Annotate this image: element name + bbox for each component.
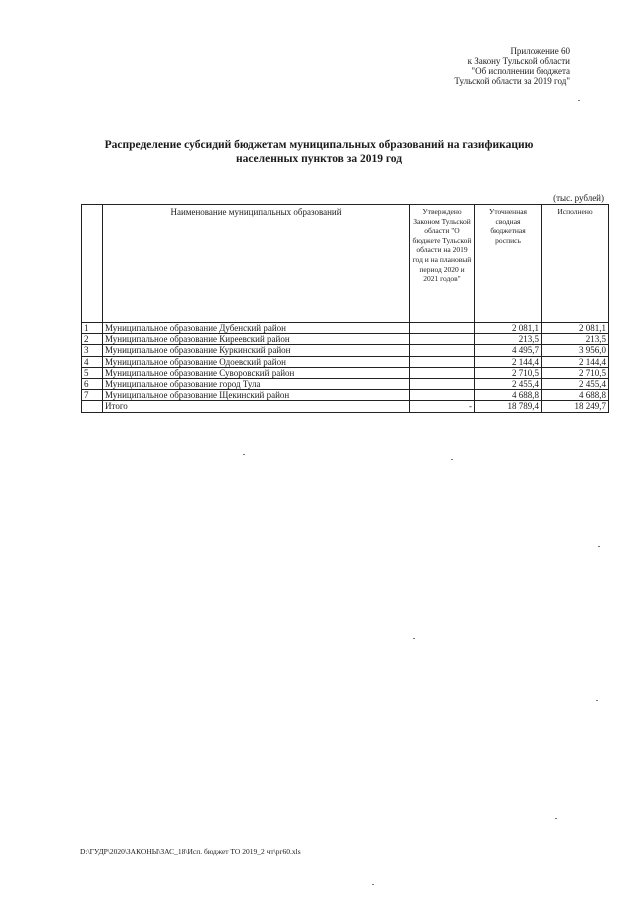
scan-speck xyxy=(596,700,598,701)
row-name: Муниципальное образование Щекинский район xyxy=(103,390,410,401)
row-name: Муниципальное образование город Тула xyxy=(103,378,410,389)
row-number: 5 xyxy=(82,367,103,378)
total-approved: - xyxy=(410,401,475,412)
row-executed: 213,5 xyxy=(542,334,609,345)
table-row xyxy=(82,323,609,334)
scan-speck xyxy=(451,459,453,460)
file-path-footer: D:\ГУДР\2020\ЗАКОНЫ\ЗАС_18\Исп. бюджет ТО 2019_2 чт\рг60.xls xyxy=(80,847,301,856)
row-refined: 4 688,8 xyxy=(475,390,542,401)
appendix-line-3: "Об исполнении бюджета xyxy=(471,66,570,76)
scan-speck xyxy=(578,100,580,101)
row-number: 7 xyxy=(82,390,103,401)
total-number xyxy=(82,401,103,412)
row-executed: 2 144,4 xyxy=(542,356,609,367)
row-refined: 2 455,4 xyxy=(475,378,542,389)
row-name: Муниципальное образование Дубенский район xyxy=(103,323,410,334)
document-title: Распределение субсидий бюджетам муниципальных образований на газификацию населенных пунктов за 2019 год xyxy=(104,139,534,165)
appendix-note xyxy=(370,46,570,86)
table-row xyxy=(82,378,609,389)
scan-speck xyxy=(372,884,374,885)
row-refined: 2 081,1 xyxy=(475,323,542,334)
row-approved xyxy=(410,345,475,356)
appendix-line-2: к Закону Тульской области xyxy=(467,56,570,66)
row-name: Муниципальное образование Киреевский район xyxy=(103,334,410,345)
row-executed: 4 688,8 xyxy=(542,390,609,401)
scan-speck xyxy=(598,546,600,547)
row-refined: 213,5 xyxy=(475,334,542,345)
row-number: 4 xyxy=(82,356,103,367)
scan-speck xyxy=(413,638,415,639)
row-refined: 2 710,5 xyxy=(475,367,542,378)
table-row xyxy=(82,334,609,345)
col-header-name: Наименование муниципальных образований xyxy=(103,205,410,323)
total-label: Итого xyxy=(103,401,410,412)
row-approved xyxy=(410,356,475,367)
row-approved xyxy=(410,378,475,389)
row-number: 2 xyxy=(82,334,103,345)
table-row xyxy=(82,356,609,367)
row-approved xyxy=(410,334,475,345)
col-header-executed: Исполнено xyxy=(542,205,609,323)
row-approved xyxy=(410,323,475,334)
scan-speck xyxy=(555,818,557,819)
row-refined: 4 495,7 xyxy=(475,345,542,356)
table-row xyxy=(82,345,609,356)
row-executed: 2 710,5 xyxy=(542,367,609,378)
row-approved xyxy=(410,367,475,378)
total-refined: 18 789,4 xyxy=(475,401,542,412)
scan-speck xyxy=(243,454,245,455)
total-executed: 18 249,7 xyxy=(542,401,609,412)
table-total-row xyxy=(82,401,609,412)
appendix-line-1: Приложение 60 xyxy=(510,46,570,56)
table-row xyxy=(82,390,609,401)
row-number: 3 xyxy=(82,345,103,356)
row-name: Муниципальное образование Суворовский район xyxy=(103,367,410,378)
row-executed: 2 081,1 xyxy=(542,323,609,334)
row-name: Муниципальное образование Куркинский район xyxy=(103,345,410,356)
row-executed: 3 956,0 xyxy=(542,345,609,356)
row-refined: 2 144,4 xyxy=(475,356,542,367)
units-label: (тыс. рублей) xyxy=(553,193,604,203)
col-header-num xyxy=(82,205,103,323)
appendix-line-4: Тульской области за 2019 год" xyxy=(454,76,570,86)
col-header-approved: Утверждено Законом Тульской области "О бюджете Тульской области на 2019 год и на плановый период 2020 и 2021 годов" xyxy=(410,205,475,323)
subsidies-table xyxy=(81,204,609,413)
table-row xyxy=(82,367,609,378)
row-number: 6 xyxy=(82,378,103,389)
row-approved xyxy=(410,390,475,401)
col-header-refined: Уточненная сводная бюджетная роспись xyxy=(475,205,542,323)
row-number: 1 xyxy=(82,323,103,334)
row-name: Муниципальное образование Одоевский район xyxy=(103,356,410,367)
row-executed: 2 455,4 xyxy=(542,378,609,389)
table-header-row xyxy=(82,205,609,323)
